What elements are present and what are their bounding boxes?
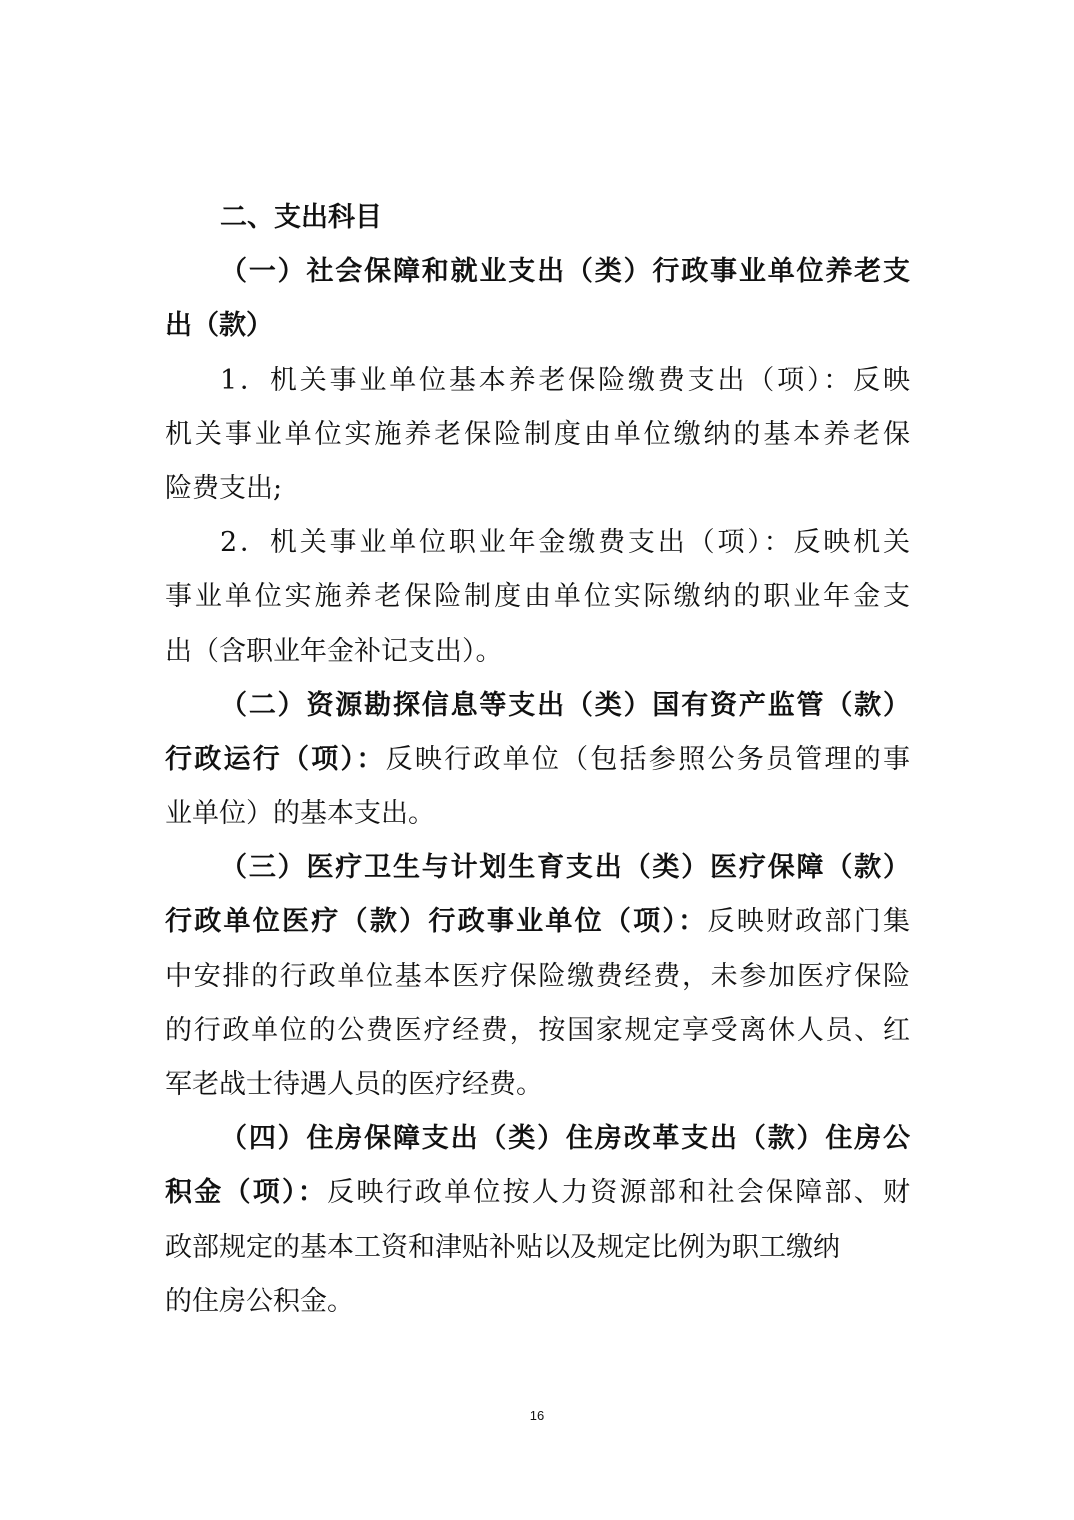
bold-text: （四）住房保障支出（类）住房改革支出（款）住房公	[220, 1123, 910, 1155]
text-line	[165, 1275, 910, 1329]
body-text: 2．机关事业单位职业年金缴费支出（项）：反映机关	[220, 527, 910, 559]
body-text: 1．机关事业单位基本养老保险缴费支出（项）：反映	[220, 364, 910, 396]
text-line	[165, 1058, 910, 1112]
body-text: 中安排的行政单位基本医疗保险缴费经费，未参加医疗保险	[165, 960, 910, 992]
body-text: 的行政单位的公费医疗经费，按国家规定享受离休人员、红	[165, 1014, 910, 1046]
text-line	[165, 625, 910, 679]
text-line	[165, 516, 910, 570]
body-text: 机关事业单位实施养老保险制度由单位缴纳的基本养老保	[165, 418, 910, 450]
text-line	[165, 787, 910, 841]
text-line	[165, 950, 910, 1004]
section-heading-line	[165, 299, 910, 353]
bold-text: （二）资源勘探信息等支出（类）国有资产监管（款）	[220, 689, 910, 721]
bold-text: 行政单位医疗（款）行政事业单位（项）：	[165, 906, 708, 938]
body-text: 事业单位实施养老保险制度由单位实际缴纳的职业年金支	[165, 581, 910, 613]
body-text: 反映行政单位按人力资源部和社会保障部、财	[327, 1177, 911, 1209]
body-text: 出（含职业年金补记支出）。	[165, 635, 503, 667]
text-line	[165, 1004, 910, 1058]
section-heading-line	[165, 191, 910, 245]
section-heading-line	[165, 679, 910, 733]
section-heading-line	[165, 1112, 910, 1166]
text-line	[165, 1166, 910, 1220]
text-line	[165, 733, 910, 787]
text-line	[165, 1221, 910, 1275]
text-line	[165, 462, 910, 516]
bold-text: 积金（项）：	[165, 1177, 328, 1209]
body-text: 业单位）的基本支出。	[165, 798, 435, 830]
body-text: 军老战士待遇人员的医疗经费。	[165, 1069, 543, 1100]
section-heading-line	[165, 245, 910, 299]
text-line	[165, 354, 910, 408]
text-line	[165, 408, 910, 462]
bold-text: （一）社会保障和就业支出（类）行政事业单位养老支	[220, 256, 910, 288]
section-heading-line	[165, 841, 910, 895]
text-line	[165, 895, 910, 949]
document-body	[165, 191, 910, 1329]
body-text: 的住房公积金。	[165, 1285, 354, 1317]
bold-text: 二、支出科目	[220, 202, 382, 233]
text-line	[165, 570, 910, 624]
page-number: 16	[529, 1408, 545, 1423]
body-text: 反映行政单位（包括参照公务员管理的事	[385, 743, 911, 775]
body-text: 险费支出;	[165, 472, 283, 504]
body-text: 反映财政部门集	[707, 906, 911, 938]
bold-text: 行政运行（项）：	[165, 743, 386, 775]
bold-text: 出（款）	[165, 310, 273, 342]
bold-text: （三）医疗卫生与计划生育支出（类）医疗保障（款）	[220, 852, 910, 884]
body-text: 政部规定的基本工资和津贴补贴以及规定比例为职工缴纳	[165, 1231, 840, 1263]
